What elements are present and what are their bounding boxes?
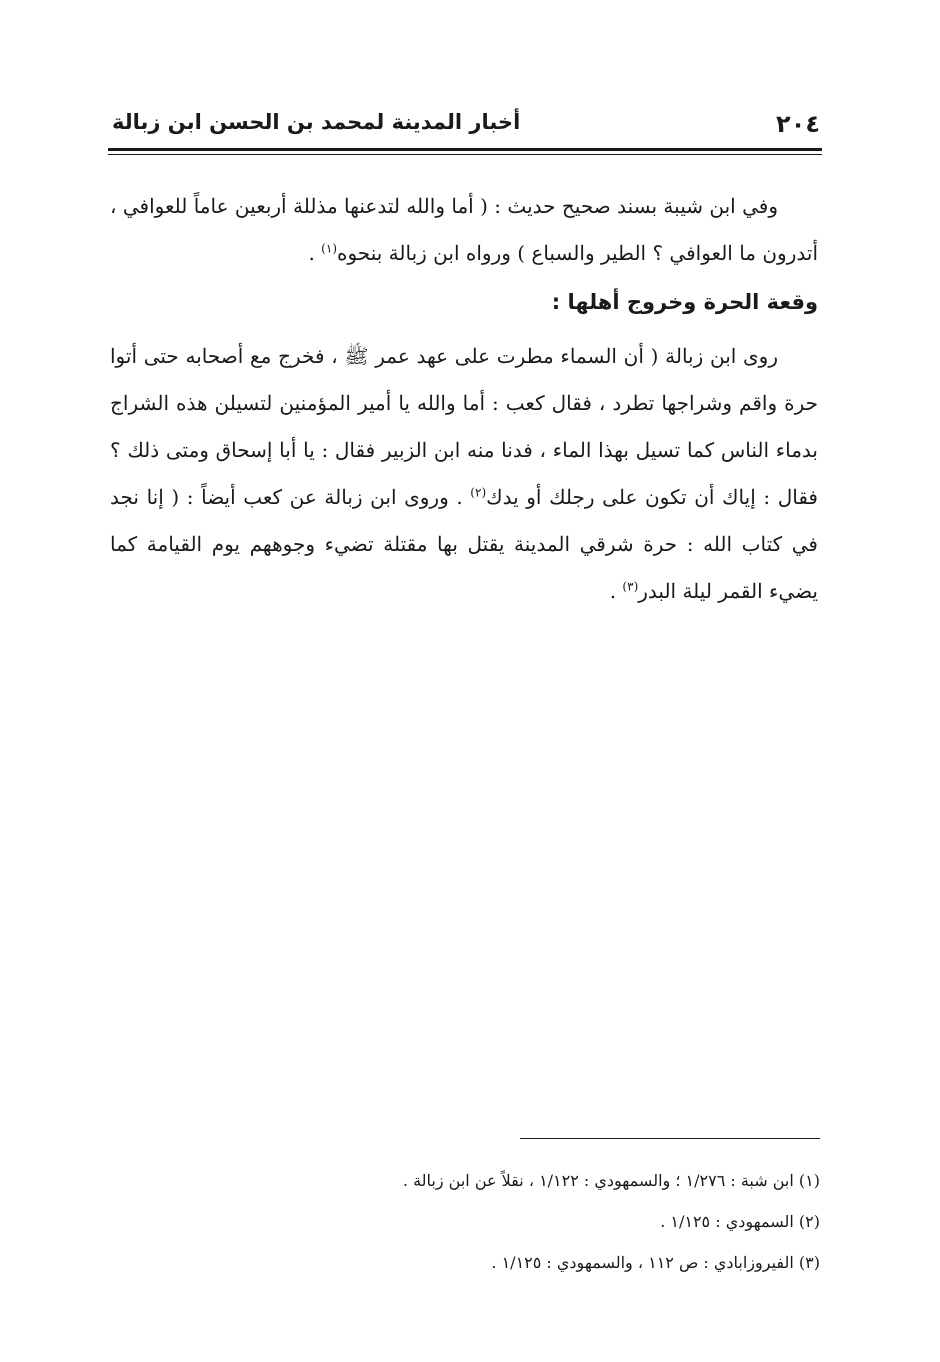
footnote-2: (٢) السمهودي : ١/١٢٥ . <box>660 1212 820 1231</box>
paragraph-2-part2: . وروى ابن زبالة عن كعب أيضاً : ( إنا نجد في كتاب الله : حرة شرقي المدينة يقتل بها مقتلة تضيء وجوههم يوم القيامة كما يضيء القمر ليلة البدر <box>110 485 818 603</box>
running-title: أخبار المدينة لمحمد بن الحسن ابن زبالة <box>112 110 521 134</box>
header-rule-thin <box>108 154 822 155</box>
paragraph-1-text: وفي ابن شيبة بسند صحيح حديث : ( أما والله لتدعنها مذللة أربعين عاماً للعوافي ، أتدرون ما العوافي ؟ الطير والسباع ) ورواه ابن زبالة بنحوه <box>110 194 818 265</box>
footnote-ref-1: (١) <box>321 241 337 256</box>
footnote-1: (١) ابن شبة : ١/٢٧٦ ؛ والسمهودي : ١/١٢٢ ، نقلاً عن ابن زبالة . <box>402 1171 820 1190</box>
paragraph-1 <box>110 183 818 277</box>
page-number: ٢٠٤ <box>776 110 820 138</box>
header-rule-thick <box>108 148 822 151</box>
main-text <box>110 183 818 615</box>
paragraph-2-tail: . <box>609 579 623 603</box>
footnotes <box>110 1160 820 1283</box>
footnote-ref-2: (٢) <box>470 485 487 500</box>
footnote-ref-3: (٣) <box>622 579 639 594</box>
paragraph-2 <box>110 333 818 615</box>
footnote-3: (٣) الفيروزابادي : ص ١١٢ ، والسمهودي : ١/١٢٥ . <box>491 1253 820 1272</box>
section-heading: وقعة الحرة وخروج أهلها : <box>551 290 818 314</box>
paragraph-1-tail: . <box>308 241 322 265</box>
footnote-separator <box>520 1138 820 1139</box>
paragraph-2-part1: روى ابن زبالة ( أن السماء مطرت على عهد عمر ﷺ ، فخرج مع أصحابه حتى أتوا حرة واقم وشراجها تطرد ، فقال كعب : أما والله يا أمير المؤمنين لتسيلن هذه الشراج بدماء الناس كما تسيل بهذا الماء ، فدنا منه ابن الزبير فقال : يا أبا إسحاق ومتى ذلك ؟ فقال : إياك أن تكون على رجلك أو يدك <box>110 344 818 509</box>
page-header <box>112 108 820 148</box>
